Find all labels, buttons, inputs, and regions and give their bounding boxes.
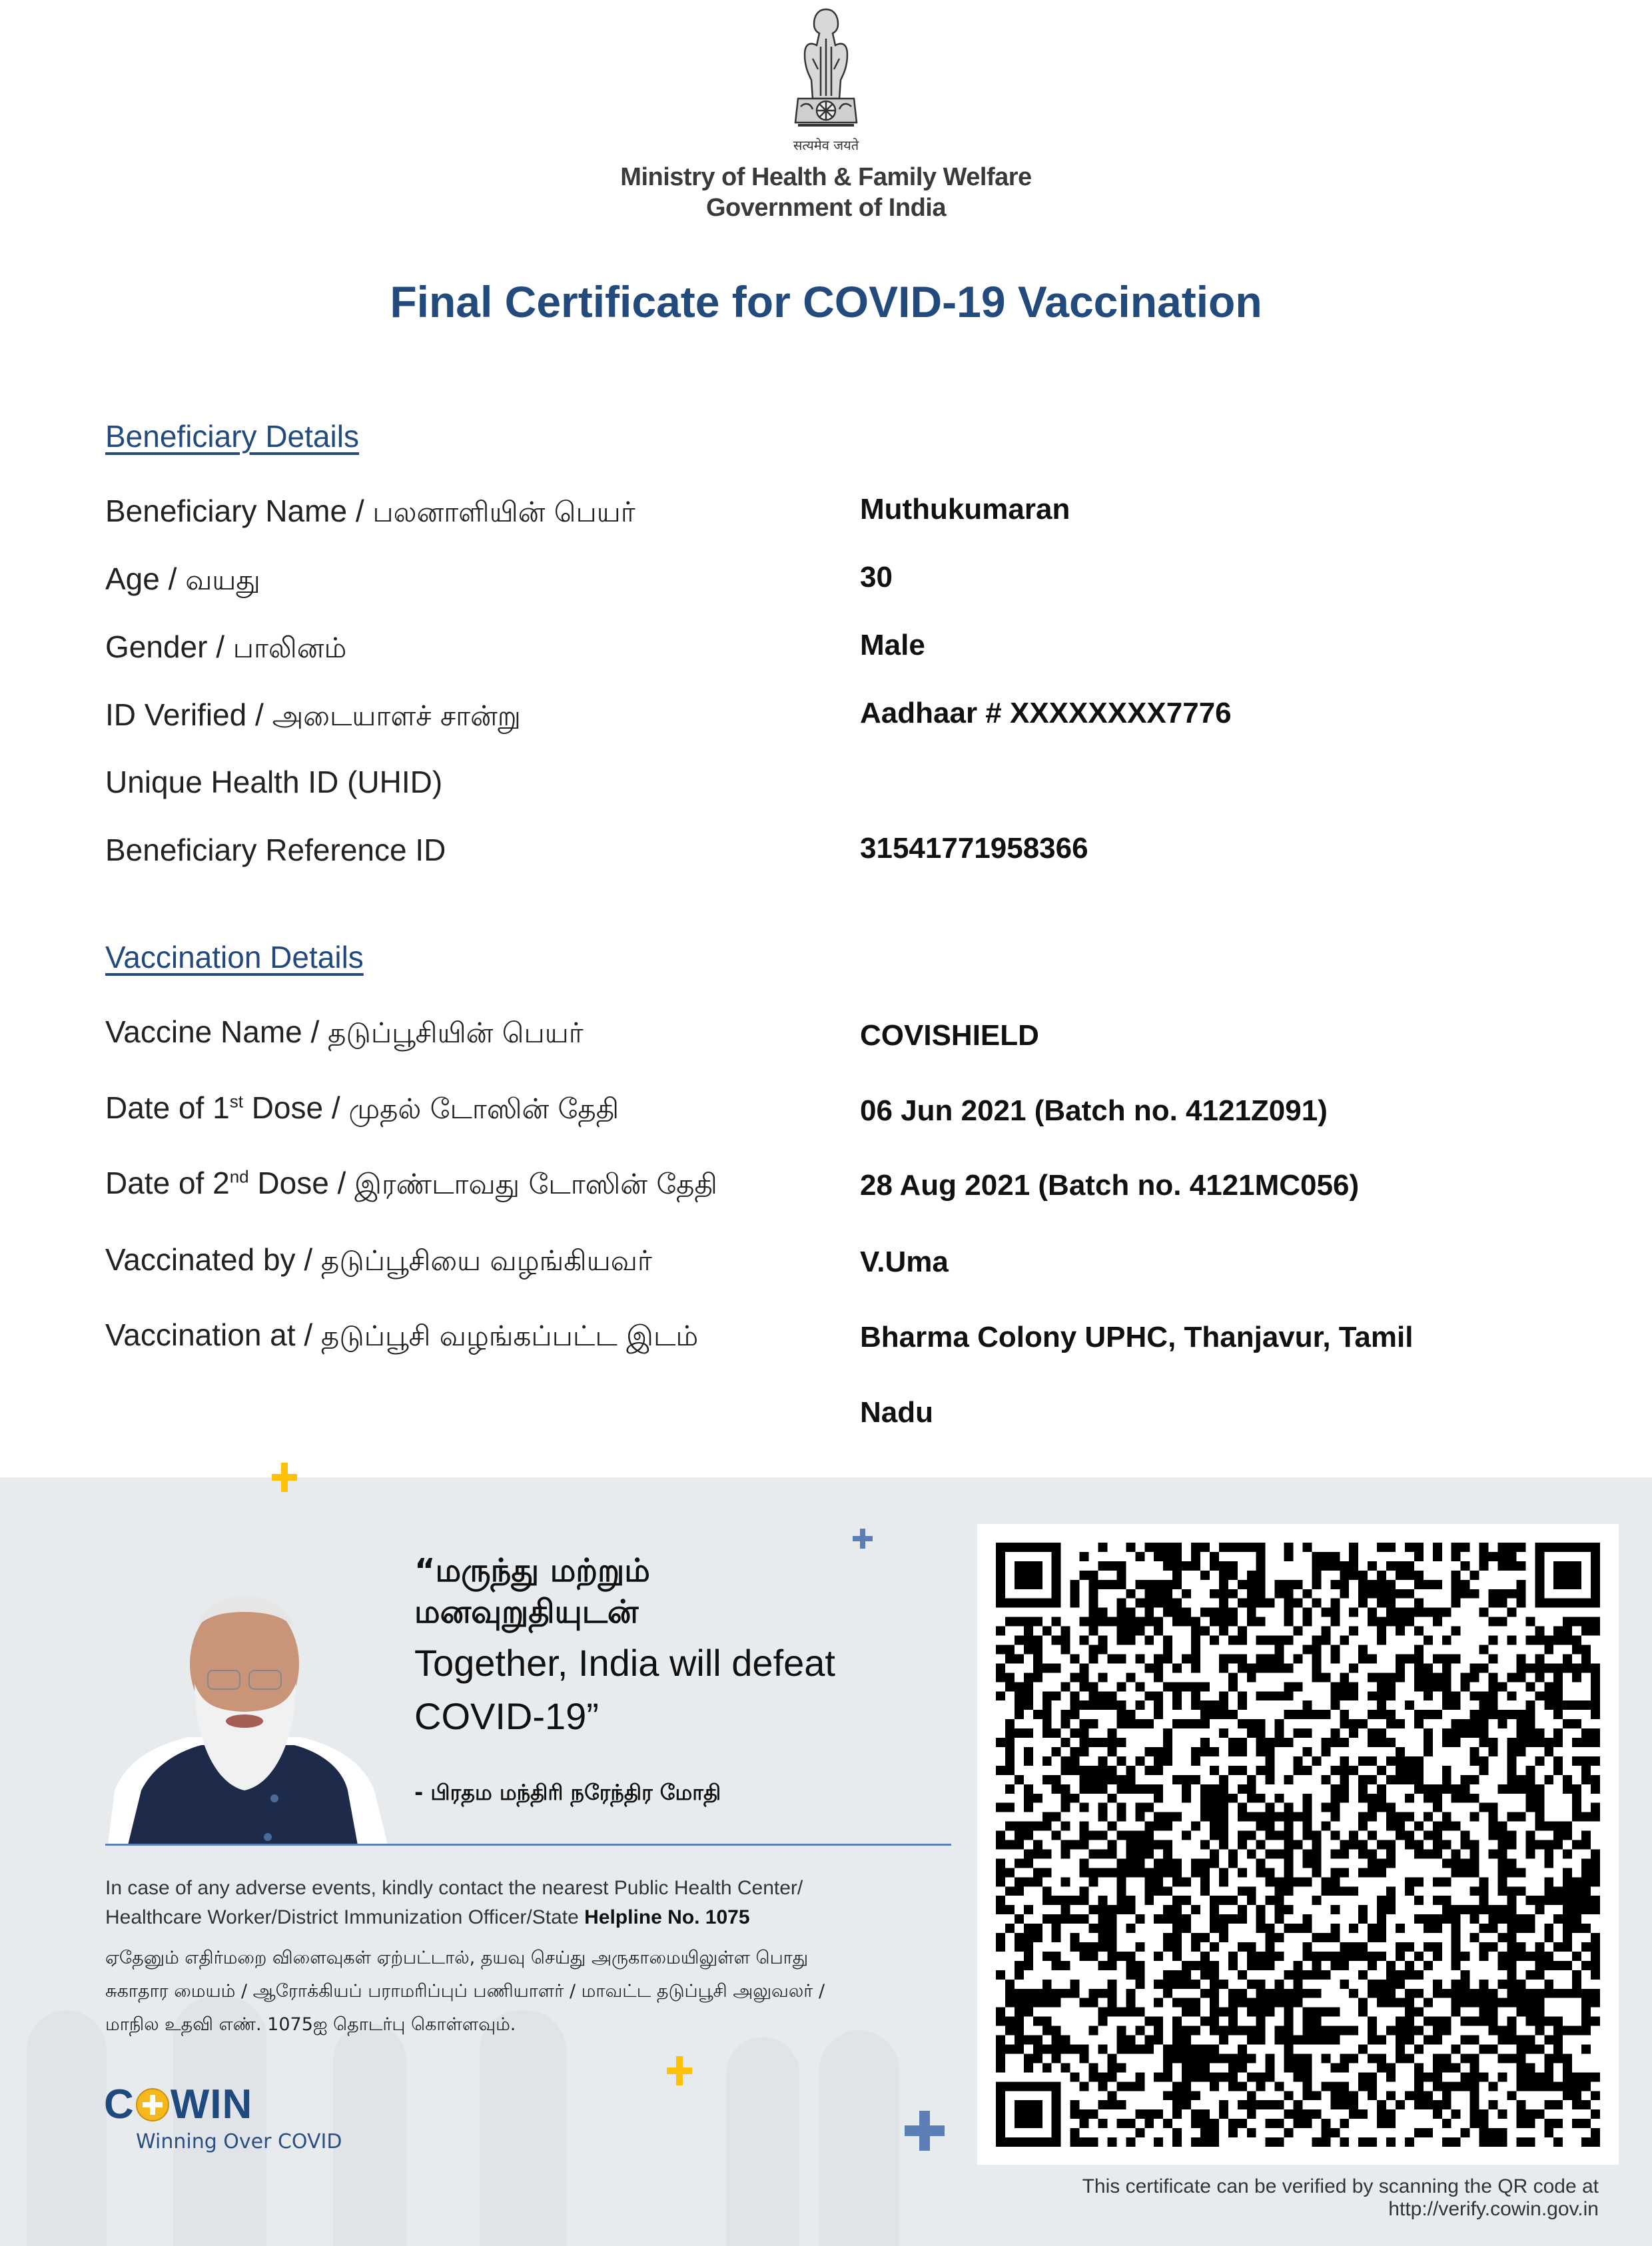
ministry-name: Ministry of Health & Family Welfare bbox=[620, 163, 1032, 191]
label-ta: இரண்டாவது டோஸின் தேதி bbox=[354, 1168, 717, 1200]
second-dose-value: 28 Aug 2021 (Batch no. 4121MC056) bbox=[860, 1169, 1360, 1202]
qr-code-panel bbox=[977, 1524, 1619, 2165]
vaccinated-by-value: V.Uma bbox=[860, 1246, 949, 1278]
state-emblem-icon bbox=[778, 5, 874, 145]
label-en: Unique Health ID (UHID) bbox=[105, 765, 443, 799]
verify-url[interactable]: http://verify.cowin.gov.in bbox=[1388, 2198, 1599, 2220]
verification-qr-code bbox=[996, 1543, 1600, 2147]
cowin-tagline: Winning Over COVID bbox=[136, 2130, 342, 2153]
footer-divider bbox=[105, 1844, 951, 1846]
background-figure bbox=[480, 2010, 566, 2246]
background-figure bbox=[726, 2037, 799, 2246]
label-en: Age / bbox=[105, 562, 186, 596]
helpline-number: Helpline No. 1075 bbox=[584, 1906, 750, 1928]
label-en: Beneficiary Name / bbox=[105, 494, 373, 528]
emblem-motto: सत्यमेव जयते bbox=[793, 137, 859, 153]
cowin-logo-c: C bbox=[104, 2081, 135, 2127]
label-en: Gender / bbox=[105, 629, 233, 664]
id-verified-value: Aadhaar # XXXXXXXX7776 bbox=[860, 697, 1232, 729]
label-ta: பலனாளியின் பெயர் bbox=[372, 496, 635, 528]
label-en: Date of 2 bbox=[105, 1166, 230, 1200]
label-en: Beneficiary Reference ID bbox=[105, 833, 446, 867]
background-figure bbox=[333, 2024, 406, 2246]
label-en: Vaccine Name / bbox=[105, 1014, 328, 1049]
label-en-post: Dose / bbox=[242, 1090, 349, 1125]
gender-label bbox=[105, 629, 346, 668]
label-ta: பாலினம் bbox=[232, 631, 347, 664]
background-figure bbox=[27, 2010, 107, 2246]
age-value: 30 bbox=[860, 561, 893, 593]
quote-english-line1: Together, India will defeat bbox=[414, 1642, 835, 1684]
label-en: Vaccination at / bbox=[105, 1317, 321, 1352]
second-dose-label bbox=[105, 1165, 717, 1204]
label-ta: தடுப்பூசியின் பெயர் bbox=[328, 1016, 584, 1049]
age-label bbox=[105, 561, 260, 600]
label-ta: தடுப்பூசி வழங்கப்பட்ட இடம் bbox=[320, 1319, 699, 1352]
quote-attribution: - பிரதம மந்திரி நரேந்திர மோதி bbox=[414, 1780, 721, 1805]
prime-minister-portrait bbox=[101, 1591, 388, 1845]
ordinal-suffix: st bbox=[229, 1091, 243, 1112]
label-ta: அடையாளச் சான்று bbox=[272, 699, 521, 732]
reference-id-label bbox=[105, 832, 446, 868]
label-ta: வயது bbox=[185, 563, 260, 596]
id-verified-label bbox=[105, 697, 521, 736]
background-figure bbox=[819, 2030, 899, 2246]
label-en: ID Verified / bbox=[105, 697, 272, 732]
first-dose-value: 06 Jun 2021 (Batch no. 4121Z091) bbox=[860, 1094, 1328, 1127]
adverse-events-tamil-line1: ஏதேனும் எதிர்மறை விளைவுகள் ஏற்பட்டால், தயவு செய்து அருகாமையிலுள்ள பொது bbox=[105, 1948, 809, 1968]
quote-tamil-line2: மனவுறுதியுடன் bbox=[414, 1593, 639, 1631]
adverse-events-tamil-line3: மாநில உதவி எண். 1075ஐ தொடர்பு கொள்ளவும். bbox=[105, 2014, 516, 2035]
label-en: Date of 1 bbox=[105, 1090, 230, 1125]
vaccine-name-value: COVISHIELD bbox=[860, 1019, 1039, 1052]
label-en-post: Dose / bbox=[248, 1166, 355, 1200]
label-ta: தடுப்பூசியை வழங்கியவர் bbox=[320, 1244, 652, 1277]
qr-modules bbox=[996, 1543, 1600, 2147]
cowin-logo-win: WIN bbox=[170, 2081, 253, 2127]
cowin-logo bbox=[104, 2081, 252, 2128]
uhid-label bbox=[105, 764, 442, 800]
label-en: Vaccinated by / bbox=[105, 1242, 321, 1277]
ordinal-suffix: nd bbox=[229, 1166, 249, 1187]
gender-value: Male bbox=[860, 629, 925, 661]
vaccination-at-label bbox=[105, 1317, 698, 1356]
adverse-events-tamil-line2: சுகாதார மையம் / ஆரோக்கியப் பராமரிப்புப் பணியாளர் / மாவட்ட தடுப்பூசி அலுவலர் / bbox=[105, 1981, 825, 2002]
reference-id-value: 31541771958366 bbox=[860, 832, 1088, 865]
quote-tamil-line1: “மருந்து மற்றும் bbox=[414, 1552, 650, 1589]
beneficiary-name-label bbox=[105, 493, 635, 532]
vaccination-at-value-line1: Bharma Colony UPHC, Thanjavur, Tamil bbox=[860, 1321, 1414, 1353]
label-ta: முதல் டோஸின் தேதி bbox=[348, 1092, 620, 1125]
beneficiary-details-heading: Beneficiary Details bbox=[105, 419, 359, 454]
cowin-plus-icon bbox=[136, 2088, 169, 2121]
certificate-title: Final Certificate for COVID-19 Vaccination bbox=[390, 277, 1262, 326]
beneficiary-name-value: Muthukumaran bbox=[860, 493, 1070, 526]
quote-english-line2: COVID-19” bbox=[414, 1695, 599, 1737]
adverse-events-text-line1: In case of any adverse events, kindly contact the nearest Public Health Center/ bbox=[105, 1877, 803, 1899]
vaccine-name-label bbox=[105, 1014, 584, 1053]
government-name: Government of India bbox=[706, 194, 946, 222]
adverse-events-text-line2 bbox=[105, 1906, 750, 1929]
vaccination-details-heading: Vaccination Details bbox=[105, 940, 364, 974]
verify-text-line1: This certificate can be verified by scanning the QR code at bbox=[1082, 2175, 1599, 2197]
adverse-events-text: Healthcare Worker/District Immunization Officer/State bbox=[105, 1906, 585, 1928]
first-dose-label bbox=[105, 1090, 619, 1129]
vaccinated-by-label bbox=[105, 1242, 652, 1281]
vaccination-at-value-line2: Nadu bbox=[860, 1396, 933, 1429]
